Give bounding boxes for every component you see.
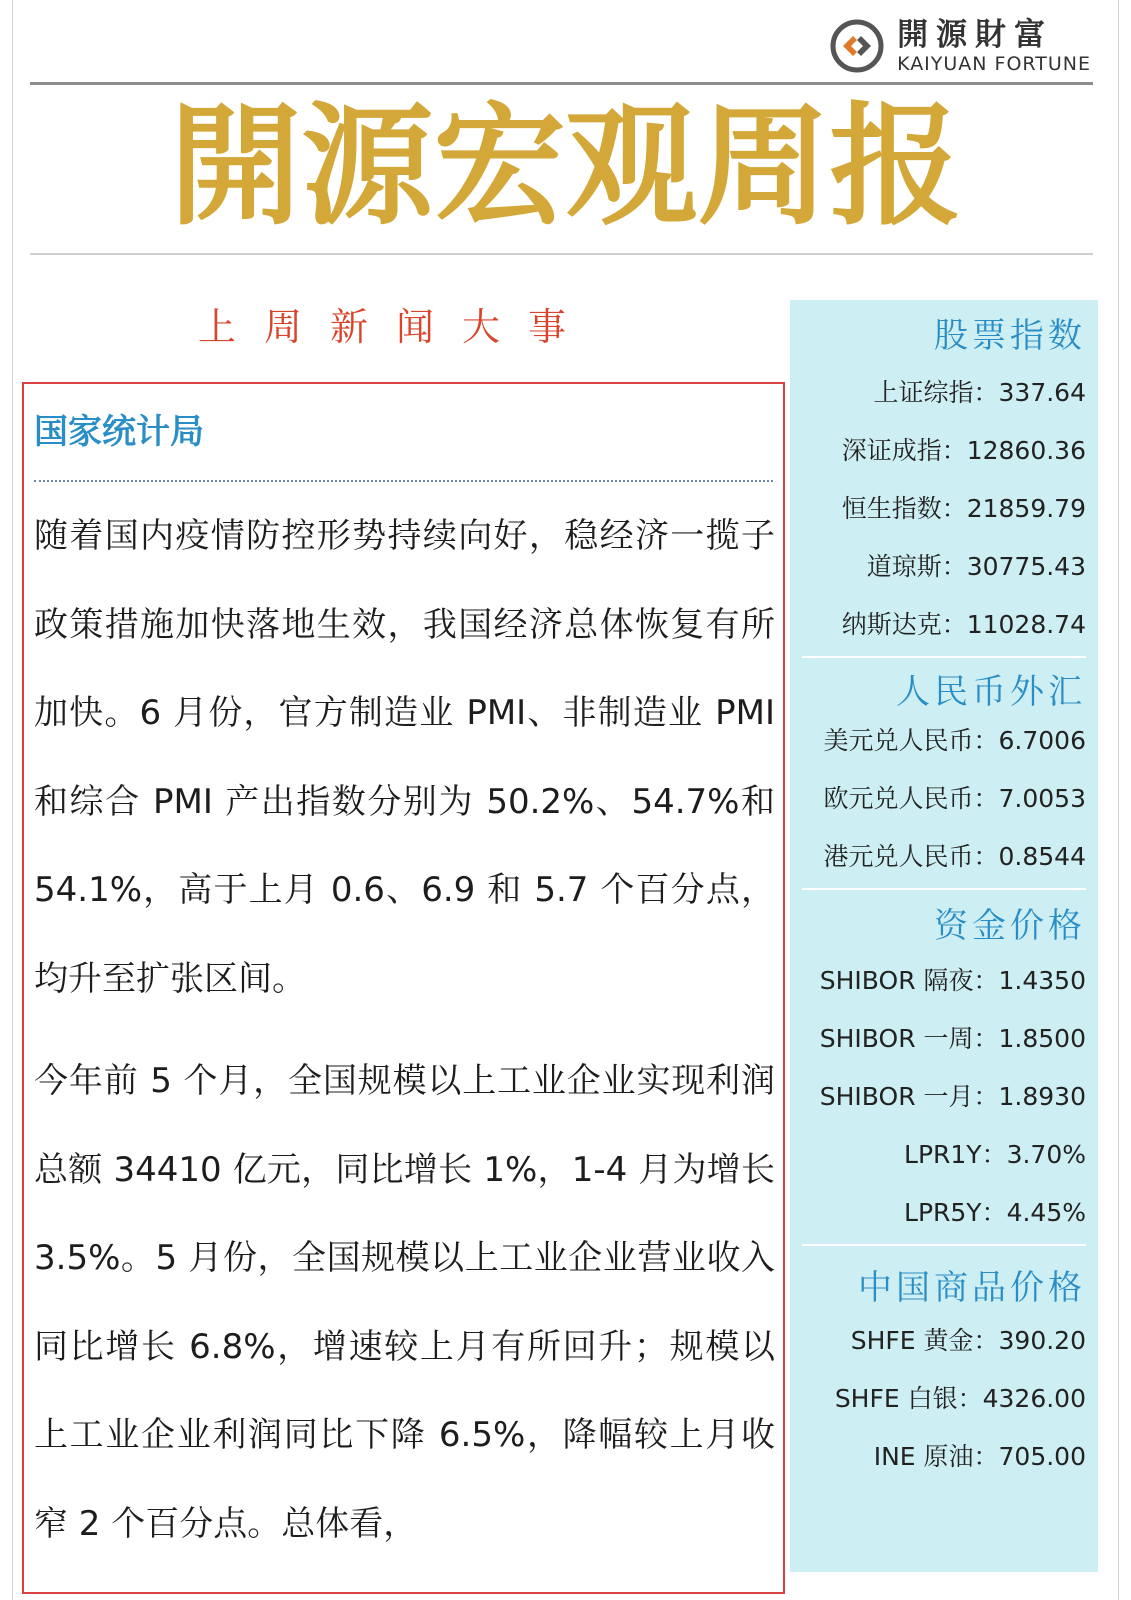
- sidebar-row: 美元兑人民币：6.7006: [823, 726, 1086, 755]
- sidebar-section-title: 中国商品价格: [858, 1268, 1086, 1308]
- sidebar-row: SHIBOR 一周：1.8500: [819, 1024, 1086, 1053]
- sidebar-row: 纳斯达克：11028.74: [841, 610, 1086, 639]
- sidebar-row: 欧元兑人民币：7.0053: [823, 784, 1086, 813]
- header-rule: [30, 82, 1093, 85]
- news-source: 国家统计局: [34, 412, 204, 452]
- sidebar-section-stock-index: [790, 300, 1098, 654]
- news-paragraph: 随着国内疫情防控形势持续向好，稳经济一揽子政策措施加快落地生效，我国经济总体恢复有所加快。6 月份，官方制造业 PMI、非制造业 PMI 和综合 PMI 产出指数分别为 50.2%、54.7%和 54.1%，高于上月 0.6、6.9 和 5.7 个百分点，均升至扩张区间。: [34, 516, 775, 999]
- sidebar-row: 深证成指：12860.36: [841, 436, 1086, 465]
- sidebar-row: LPR5Y：4.45%: [904, 1198, 1086, 1227]
- news-paragraph: 今年前 5 个月，全国规模以上工业企业实现利润总额 34410 亿元，同比增长 1%，1-4 月为增长 3.5%。5 月份，全国规模以上工业企业营业收入同比增长 6.8%，增速较上月有所回升；规模以上工业企业利润同比下降 6.5%，降幅较上月收窄 2 个百分点。总体看，: [34, 1061, 775, 1544]
- page-title: 開源宏观周报: [169, 90, 962, 244]
- brand-name-en: KAIYUAN FORTUNE: [897, 53, 1091, 75]
- sidebar-section-funding-price: [790, 890, 1098, 1242]
- sidebar-row: LPR1Y：3.70%: [904, 1140, 1086, 1169]
- sidebar-row: INE 原油：705.00: [873, 1442, 1086, 1471]
- brand-text: [897, 17, 1091, 75]
- sidebar-row: 恒生指数：21859.79: [841, 494, 1086, 523]
- sidebar-row: 上证综指：337.64: [873, 378, 1086, 407]
- dotted-divider: [34, 480, 773, 482]
- sidebar-section-title: 资金价格: [934, 906, 1086, 946]
- news-section-heading: 上周新闻大事: [198, 305, 595, 349]
- sidebar-row: SHFE 白银：4326.00: [834, 1384, 1086, 1413]
- sidebar-row: SHIBOR 一月：1.8930: [819, 1082, 1086, 1111]
- sidebar-row: SHFE 黄金：390.20: [850, 1326, 1086, 1355]
- news-body: [34, 492, 775, 1582]
- sidebar-row: 道琼斯：30775.43: [866, 552, 1086, 581]
- sidebar-section-rmb-fx: [790, 658, 1098, 886]
- sidebar-row: SHIBOR 隔夜：1.4350: [819, 966, 1086, 995]
- title-rule: [30, 253, 1093, 255]
- brand-header: [829, 14, 1091, 78]
- brand-name-cn: 開源財富: [897, 17, 1054, 53]
- news-box: [22, 382, 785, 1594]
- sidebar-section-title: 股票指数: [934, 316, 1086, 356]
- sidebar-section-commodity-price: [790, 1246, 1098, 1486]
- sidebar-row: 港元兑人民币：0.8544: [823, 842, 1086, 871]
- kaiyuan-logo-icon: [829, 18, 885, 74]
- market-sidebar: [790, 300, 1098, 1572]
- sidebar-section-title: 人民币外汇: [896, 672, 1086, 712]
